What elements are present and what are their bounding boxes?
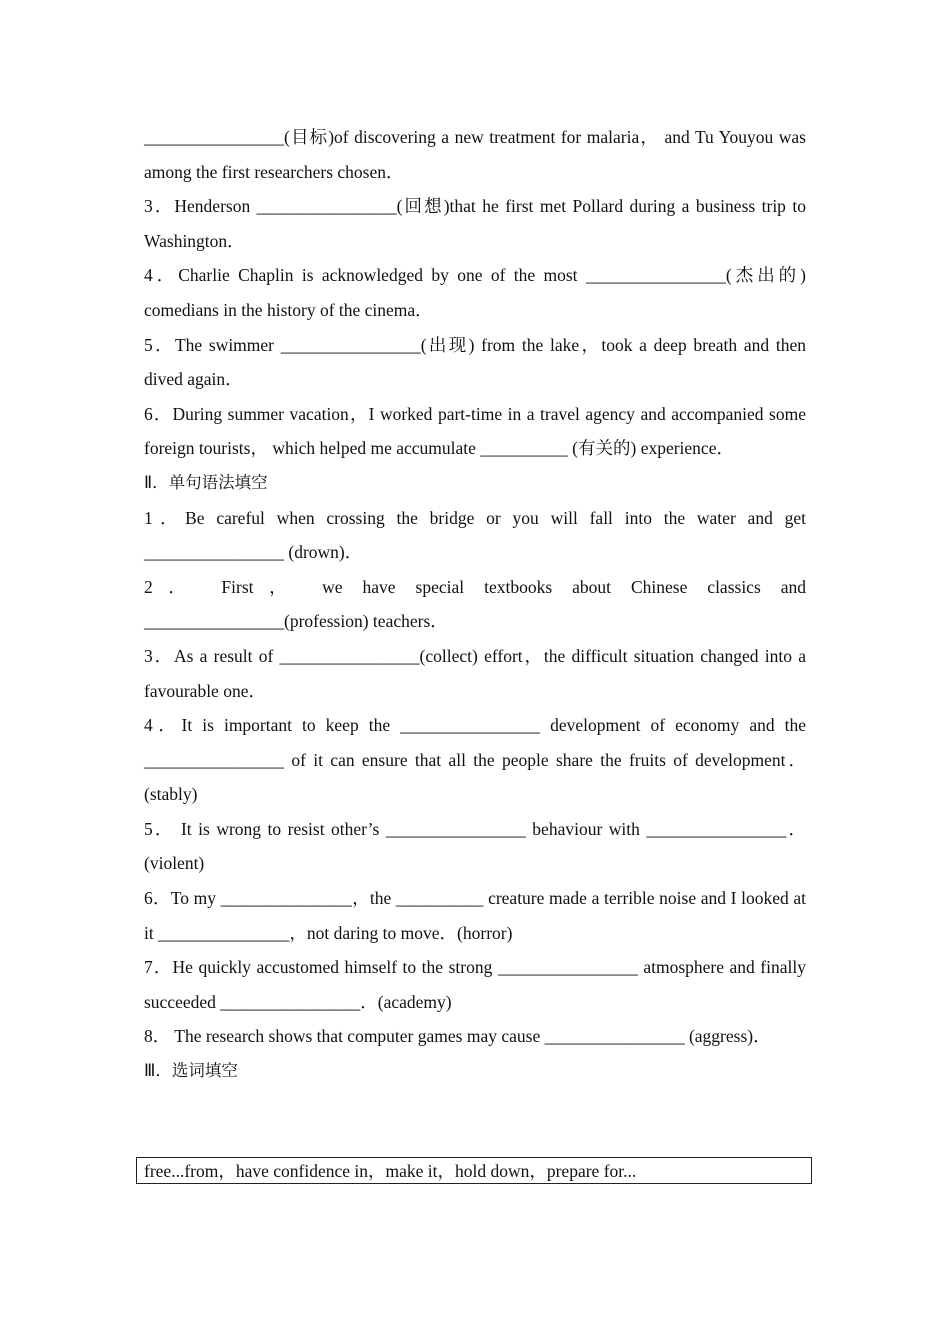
exercise-item-5: 5．The swimmer ________________(出现) from the lake，took a deep breath and then dived again．	[144, 334, 806, 390]
exercise-item-4: 4．Charlie Chaplin is acknowledged by one of the most ________________(杰出的) comedians in the history of the cinema．	[144, 265, 806, 320]
grammar-item-3: 3．As a result of ________________(collect) effort，the difficult situation changed into a favourable one．	[144, 645, 806, 701]
grammar-item-6: 6．To my _______________，the __________ creature made a terrible noise and I looked at it _______________，not daring to move．(horror)	[144, 888, 806, 943]
exercise-item-continued: ________________(目标)of discovering a new treatment for malaria， and Tu Youyou was among the first researchers chosen．	[144, 127, 806, 182]
exercise-item-6: 6．During summer vacation，I worked part-time in a travel agency and accompanied some foreign tourists， which helped me accumulate __________ (有关的) experience．	[144, 403, 806, 459]
grammar-item-2: 2． First， we have special textbooks about Chinese classics and ________________(profession) teachers．	[144, 576, 806, 632]
grammar-item-5: 5． It is wrong to resist other’s ________________ behaviour with ________________．(violent)	[144, 818, 806, 874]
section-title-grammar: Ⅱ．单句语法填空	[144, 472, 268, 492]
worksheet-page	[144, 120, 806, 1089]
exercise-item-3: 3．Henderson ________________(回想)that he first met Pollard during a business trip to Washington．	[144, 196, 806, 251]
grammar-item-4: 4．It is important to keep the ________________ development of economy and the ________________ of it can ensure that all the people share the fruits of development．(stably)	[144, 715, 806, 805]
section-title-word-choice: Ⅲ．选词填空	[144, 1061, 238, 1081]
grammar-item-7: 7．He quickly accustomed himself to the strong ________________ atmosphere and finally succeeded ________________．(academy)	[144, 957, 806, 1012]
grammar-item-8: 8． The research shows that computer games may cause ________________ (aggress)．	[144, 1026, 771, 1047]
word-bank-box: free...from，have confidence in，make it，hold down，prepare for...	[136, 1157, 812, 1184]
grammar-item-1: 1．Be careful when crossing the bridge or you will fall into the water and get ________________ (drown)．	[144, 507, 806, 563]
